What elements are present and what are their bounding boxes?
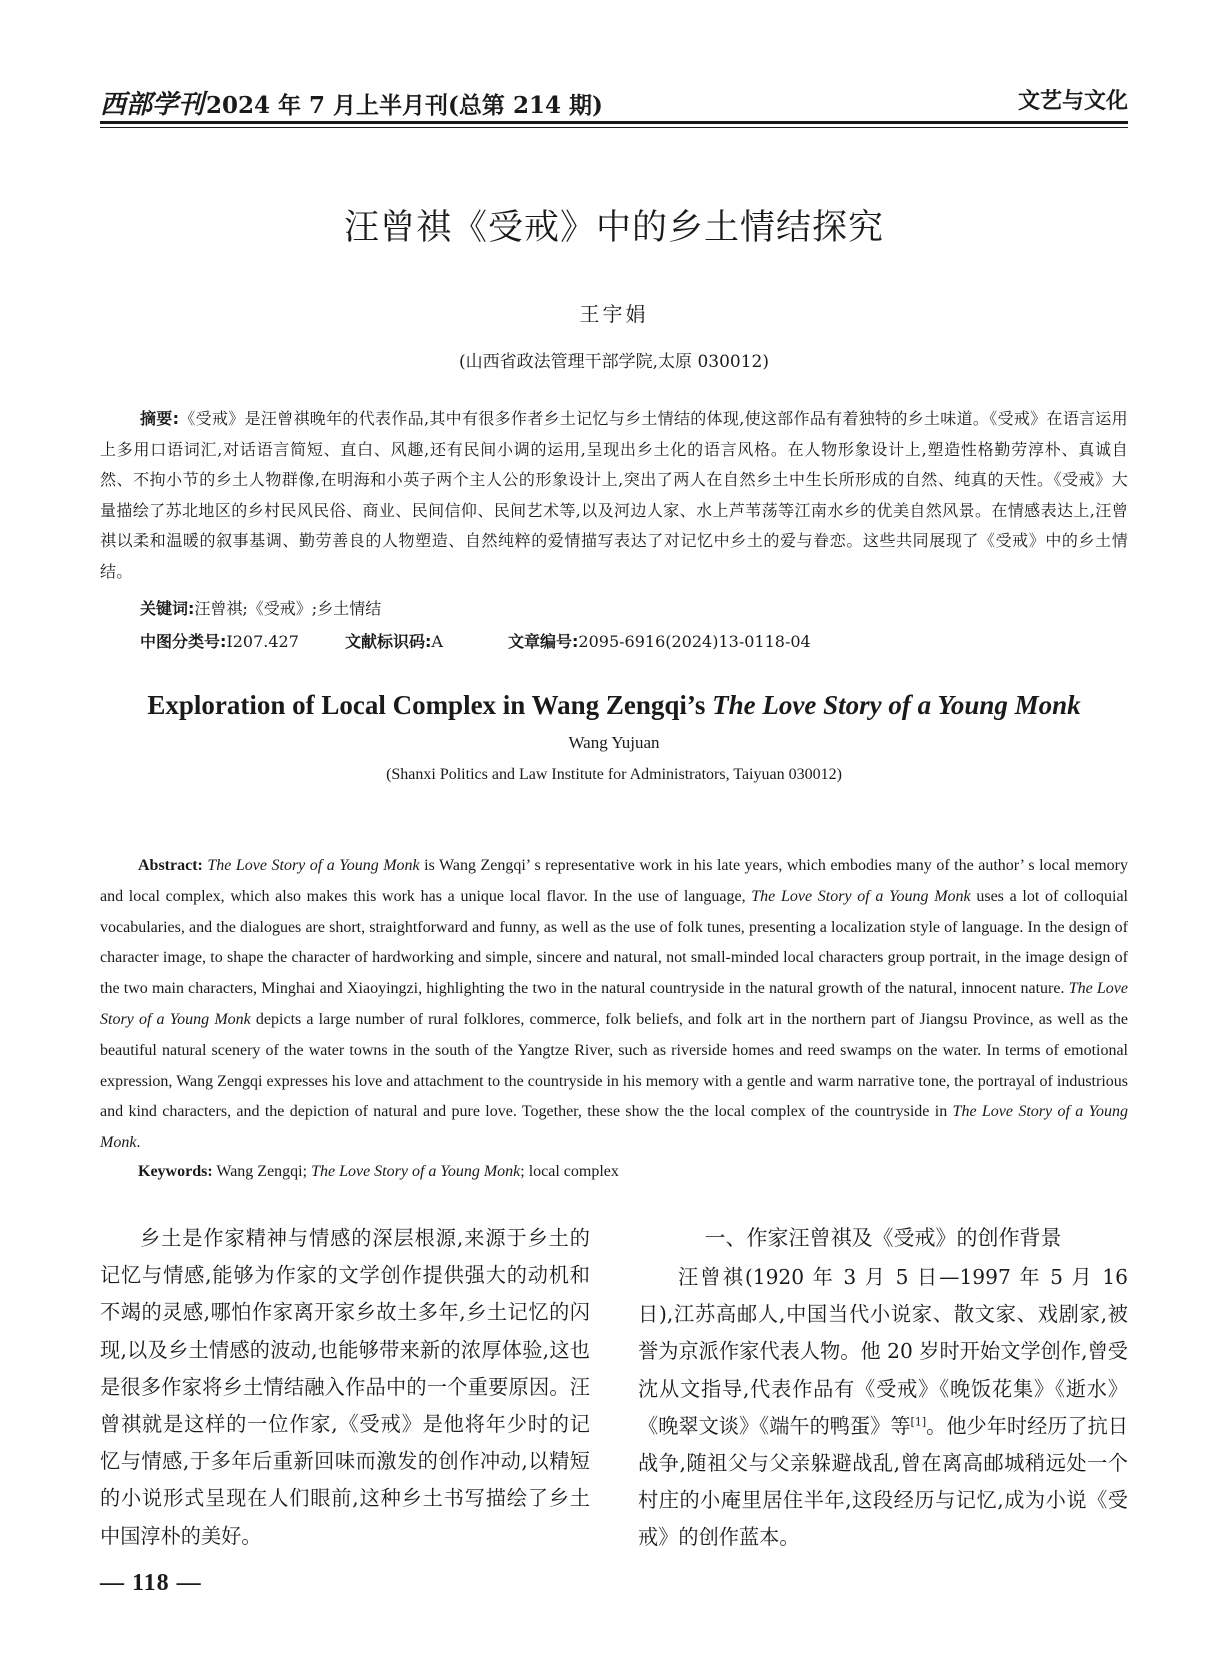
abstract-chinese [100,404,1128,587]
keywords-label-cn: 关键词: [140,599,195,618]
author-english: Wang Yujuan [568,733,660,752]
abstract-label-cn: 摘要: [140,409,180,428]
article-label: 文章编号: [508,632,579,651]
title-english-work: The Love Story of a Young Monk [712,690,1081,720]
body-text-part1: 汪曾祺(1920 年 3 月 5 日—1997 年 5 月 16 日),江苏高邮人,中国当代小说家、散文家、戏剧家,被誉为京派作家代表人物。他 20 岁时开始文学创作,曾受沈从文指导,代表作品有《受戒》《晚饭花集》《逝水》《晚翠文谈》《端午的鸭蛋》等 [638,1265,1128,1438]
body-paragraph: 乡土是作家精神与情感的深层根源,来源于乡土的记忆与情感,能够为作家的文学创作提供强大的动机和不竭的灵感,哪怕作家离开家乡故土多年,乡土记忆的闪现,以及乡土情感的波动,也能够带来新的浓厚体验,这也是很多作家将乡土情结融入作品中的一个重要原因。汪曾祺就是这样的一位作家,《受戒》是他将年少时的记忆与情感,于多年后重新回味而激发的创作冲动,以精短的小说形式呈现在人们眼前,这种乡土书写描绘了乡土中国淳朴的美好。 [100,1226,590,1548]
header-issue-line [100,84,603,121]
keywords-text-cn: 汪曾祺;《受戒》;乡土情结 [194,599,382,618]
affiliation-english: (Shanxi Politics and Law Institute for Administrators, Taiyuan 030012) [386,766,842,783]
body-column-left [100,1220,590,1555]
journal-name: 西部学刊 [100,90,205,119]
running-header [100,84,1128,124]
section-heading: 一、作家汪曾祺及《受戒》的创作背景 [704,1226,1062,1250]
section-name: 文艺与文化 [1017,89,1128,114]
keyword-en-2: The Love Story of a Young Monk [311,1163,521,1180]
abstract-en-part3: depicts a large number of rural folklores, commerce, folk beliefs, and folk art in the northern part of Jiangsu Province, as well as the beautiful natural scenery of the water towns in the south of the Yangtze River, such as riverside homes and reed swamps on the water. In terms of emotional expression, Wang Zengqi expresses his love and attachment to the countryside in his memory with a gentle and warm narrative tone, the portrayal of industrious and kind characters, and the depiction of natural and pure love. Together, these show the the local complex of the countryside in [100,1010,1128,1121]
keyword-en-1: Wang Zengqi; [212,1163,312,1180]
keyword-en-3: ; local complex [520,1163,619,1180]
work-title-italic: The Love Story of a Young Monk [207,857,420,874]
author-chinese: 王宇娟 [579,302,649,326]
header-rule-thick [100,121,1128,124]
article-number [508,629,811,652]
classification-row [140,629,1040,659]
abstract-en-part2: uses a lot of colloquial vocabularies, and the dialogues are short, straightforward and funny, as well as the use of folk tunes, presenting a localization style of language. In the design of character image, to shape the character of hardworking and simple, sincere and natural, not small-minded local characters group portrait, in the image design of the two main characters, Minghai and Xiaoyingzi, highlighting the two in the natural countryside in the natural growth of the natural, innocent nature. [100,887,1129,998]
keywords-english [138,1163,619,1181]
abstract-en-part4: . [136,1134,141,1152]
doc-label: 文献标识码: [345,632,432,651]
title-chinese: 汪曾祺《受戒》中的乡土情结探究 [343,208,884,248]
work-title-italic: The Love Story of a Young Monk [751,887,971,905]
clc-value: I207.427 [226,632,299,651]
work-title-italic: The Love Story of a Young Monk [100,1103,1129,1152]
citation-marker: [1] [910,1415,927,1429]
title-english [0,690,1228,721]
abstract-text-cn: 《受戒》是汪曾祺晚年的代表作品,其中有很多作者乡土记忆与乡土情结的体现,使这部作品有着独特的乡土味道。《受戒》在语言运用上多用口语词汇,对话语言简短、直白、风趣,还有民间小调的运用,呈现出乡土化的语言风格。在人物形象设计上,塑造性格勤劳淳朴、真诚自然、不拘小节的乡土人物群像,在明海和小英子两个主人公的形象设计上,突出了两人在自然乡土中生长所形成的自然、纯真的天性。《受戒》大量描绘了苏北地区的乡村民风民俗、商业、民间信仰、民间艺术等,以及河边人家、水上芦苇荡等江南水乡的优美自然风景。在情感表达上,汪曾祺以柔和温暖的叙事基调、勤劳善良的人物塑造、自然纯粹的爱情描写表达了对记忆中乡土的爱与眷恋。这些共同展现了《受戒》中的乡土情结。 [100,409,1128,581]
keywords-chinese [140,596,381,619]
abstract-en-part1: is Wang Zengqi’ s representative work in his late years, which embodies many of the author’ s local memory and local complex, which also makes this work has a unique local flavor. In the use of language, [100,857,1128,905]
abstract-english [100,851,1128,1159]
issue-info: 2024 年 7 月上半月刊(总第 214 期) [206,92,603,119]
document-code [345,629,443,652]
page-number: — 118 — [100,1570,202,1596]
doc-value: A [431,632,443,651]
title-english-prefix: Exploration of Local Complex in Wang Zengqi’s [147,690,713,720]
header-rule-thin [100,127,1128,128]
body-text-part2: 。他少年时经历了抗日战争,随祖父与父亲躲避战乱,曾在离高邮城稍远处一个村庄的小庵里居住半年,这段经历与记忆,成为小说《受戒》的创作蓝本。 [638,1413,1129,1550]
clc-number [140,629,299,652]
abstract-label-en: Abstract: [138,857,203,874]
body-column-right [638,1219,1128,1557]
keywords-label-en: Keywords: [138,1163,213,1180]
clc-label: 中图分类号: [140,632,227,651]
body-paragraph [638,1259,1128,1557]
affiliation-chinese: (山西省政法管理干部学院,太原 030012) [459,352,769,372]
article-value: 2095-6916(2024)13-0118-04 [578,632,811,651]
work-title-italic: The Love Story of a Young Monk [100,980,1129,1028]
